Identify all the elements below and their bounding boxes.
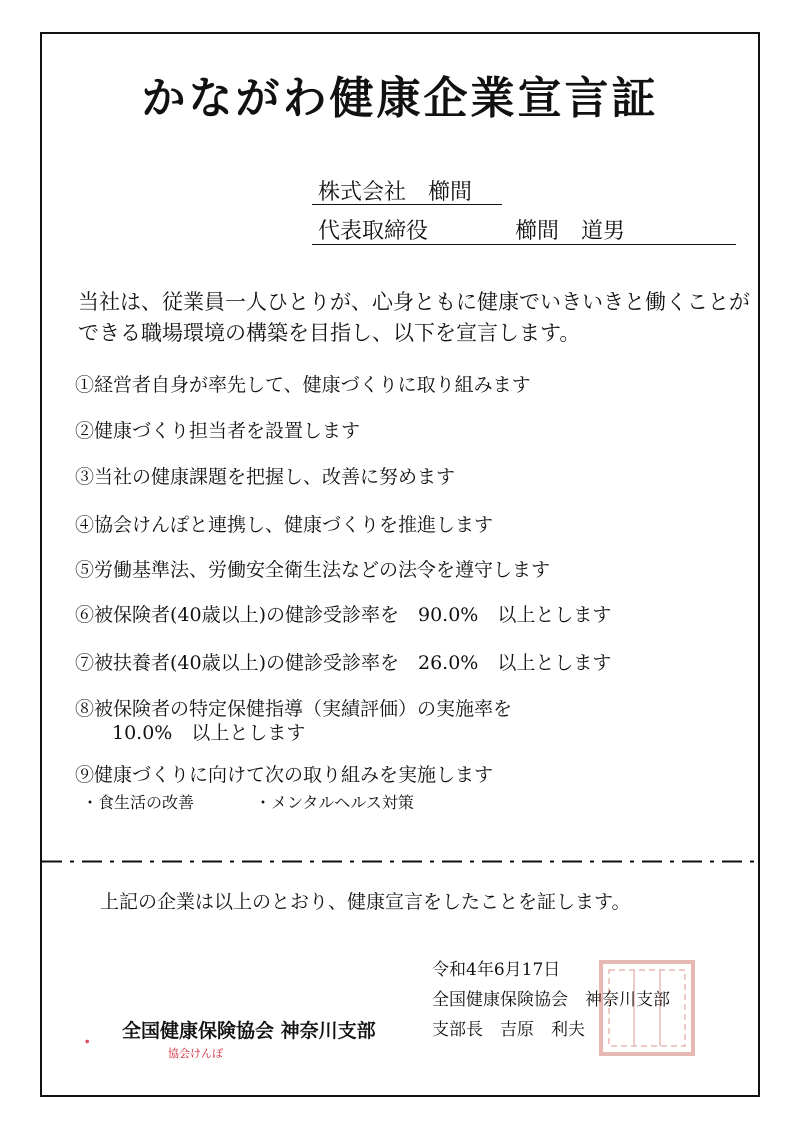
rep-name: 櫛間 道男 — [515, 219, 626, 244]
sub-item-diet: ・食生活の改善 — [82, 793, 195, 812]
association-logo-icon — [85, 1018, 125, 1066]
declaration-item-1: ①経営者自身が率先して、健康づくりに取り組みます — [75, 374, 531, 396]
company-underline — [312, 204, 502, 205]
official-seal-icon — [597, 958, 697, 1058]
declaration-item-9: ⑨健康づくりに向けて次の取り組みを実施します — [75, 764, 494, 786]
logo-name: 全国健康保険協会 神奈川支部 — [122, 1020, 376, 1042]
rep-title: 代表取締役 — [318, 219, 429, 244]
declaration-item-8: ⑧被保険者の特定保健指導（実績評価）の実施率を — [75, 698, 513, 720]
declaration-item-3: ③当社の健康課題を把握し、改善に努めます — [75, 466, 456, 488]
issuer-name: 全国健康保険協会 神奈川支部 — [432, 990, 670, 1010]
declaration-item-7: ⑦被扶養者(40歳以上)の健診受診率を 26.0% 以上とします — [75, 652, 612, 674]
company-name: 株式会社 櫛間 — [318, 180, 473, 205]
dash-dot-divider — [42, 860, 758, 863]
declaration-intro: 当社は、従業員一人ひとりが、心身ともに健康でいきいきと働くことができる職場環境の構築を目指し、以下を宣言します。 — [78, 290, 750, 345]
logo-subtitle: 協会けんぽ — [168, 1047, 223, 1060]
certificate-title: かながわ健康企業宣言証 — [141, 73, 659, 124]
declaration-item-4: ④協会けんぽと連携し、健康づくりを推進します — [75, 514, 494, 536]
declaration-item-6: ⑥被保険者(40歳以上)の健診受診率を 90.0% 以上とします — [75, 604, 612, 626]
issue-date: 令和4年6月17日 — [432, 960, 561, 980]
signer-name: 支部長 吉原 利夫 — [432, 1020, 585, 1040]
representative — [318, 214, 738, 245]
declaration-item-8-continuation: 10.0% 以上とします — [112, 722, 306, 744]
declaration-item-5: ⑤労働基準法、労働安全衛生法などの法令を遵守します — [75, 559, 551, 581]
declaration-item-2: ②健康づくり担当者を設置します — [75, 420, 361, 442]
certification-statement: 上記の企業は以上のとおり、健康宣言をしたことを証します。 — [100, 891, 631, 913]
sub-item-mental-health: ・メンタルヘルス対策 — [255, 793, 414, 812]
representative-underline — [312, 244, 736, 245]
